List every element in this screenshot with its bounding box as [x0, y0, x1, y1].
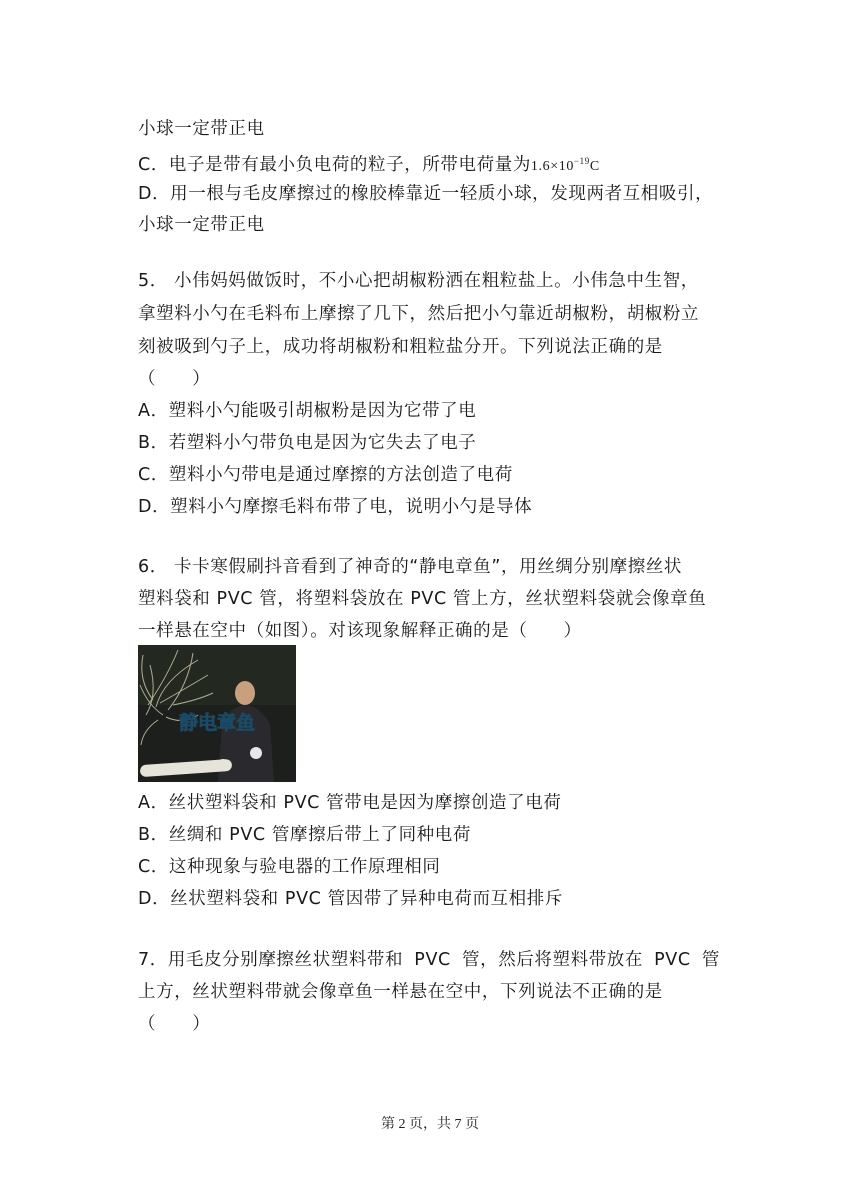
- stem-segment: 管: [701, 950, 720, 970]
- question-5-stem: 拿塑料小勺在毛料布上摩擦了几下，然后把小勺靠近胡椒粉，胡椒粉立: [138, 304, 700, 324]
- question-6-stem: 6． 卡卡寒假刷抖音看到了神奇的“静电章鱼”，用丝绸分别摩擦丝状: [138, 557, 683, 577]
- charge-base: 1.6×10: [530, 159, 574, 174]
- question-5-option-b: B．若塑料小勺带负电是因为它失去了电子: [138, 433, 477, 453]
- question-5-option-d: D．塑料小勺摩擦毛料布带了电，说明小勺是导体: [138, 497, 533, 517]
- question-6-option-a: A．丝状塑料袋和 PVC 管带电是因为摩擦创造了电荷: [138, 793, 562, 813]
- question-6-option-d: D．丝状塑料袋和 PVC 管因带了异种电荷而互相排斥: [138, 889, 563, 909]
- charge-value: [530, 156, 600, 174]
- photo-illustration: [138, 645, 296, 782]
- glove: [250, 747, 262, 759]
- option-d-line: D．用一根与毛皮摩擦过的橡胶棒靠近一轻质小球，发现两者互相吸引，: [138, 184, 714, 204]
- question-6-option-b: B．丝绸和 PVC 管摩擦后带上了同种电荷: [138, 825, 471, 845]
- answer-blank: （ ）: [138, 369, 211, 389]
- answer-blank: （ ）: [138, 1014, 211, 1034]
- question-5-option-a: A．塑料小勺能吸引胡椒粉是因为它带了电: [138, 401, 477, 421]
- charge-exponent: −19: [573, 156, 590, 166]
- question-7-stem: 上方，丝状塑料带就会像章鱼一样悬在空中，下列说法不正确的是: [138, 982, 663, 1002]
- text-line: 小球一定带正电: [138, 119, 265, 139]
- static-octopus-photo: [138, 645, 296, 782]
- person-head: [235, 681, 255, 705]
- page-footer: 第 2 页，共 7 页: [381, 1117, 479, 1132]
- question-6-stem: 一样悬在空中（如图）。对该现象解释正确的是（ ）: [138, 621, 582, 641]
- text-line: 小球一定带正电: [138, 215, 265, 235]
- question-6-stem: 塑料袋和 PVC 管，将塑料袋放在 PVC 管上方，丝状塑料袋就会像章鱼: [138, 589, 707, 609]
- stem-segment: 管，然后将塑料带放在: [462, 950, 643, 970]
- question-5-option-c: C．塑料小勺带电是通过摩擦的方法创造了电荷: [138, 465, 513, 485]
- option-c-line: [138, 150, 600, 178]
- stem-segment: 7．用毛皮分别摩擦丝状塑料带和: [138, 950, 404, 970]
- photo-caption: 静电章鱼: [178, 712, 256, 734]
- stem-segment: PVC: [414, 950, 451, 970]
- option-text: C．电子是带有最小负电荷的粒子，所带电荷量为: [138, 155, 531, 175]
- question-5-stem: 刻被吸到勺子上，成功将胡椒粉和粗粒盐分开。下列说法正确的是: [138, 337, 663, 357]
- charge-unit: C: [589, 159, 600, 174]
- question-6-option-c: C．这种现象与验电器的工作原理相同: [138, 857, 441, 877]
- stem-segment: PVC: [654, 950, 691, 970]
- question-7-stem: [138, 949, 720, 971]
- question-5-stem: 5． 小伟妈妈做饭时，不小心把胡椒粉洒在粗粒盐上。小伟急中生智，: [138, 271, 699, 291]
